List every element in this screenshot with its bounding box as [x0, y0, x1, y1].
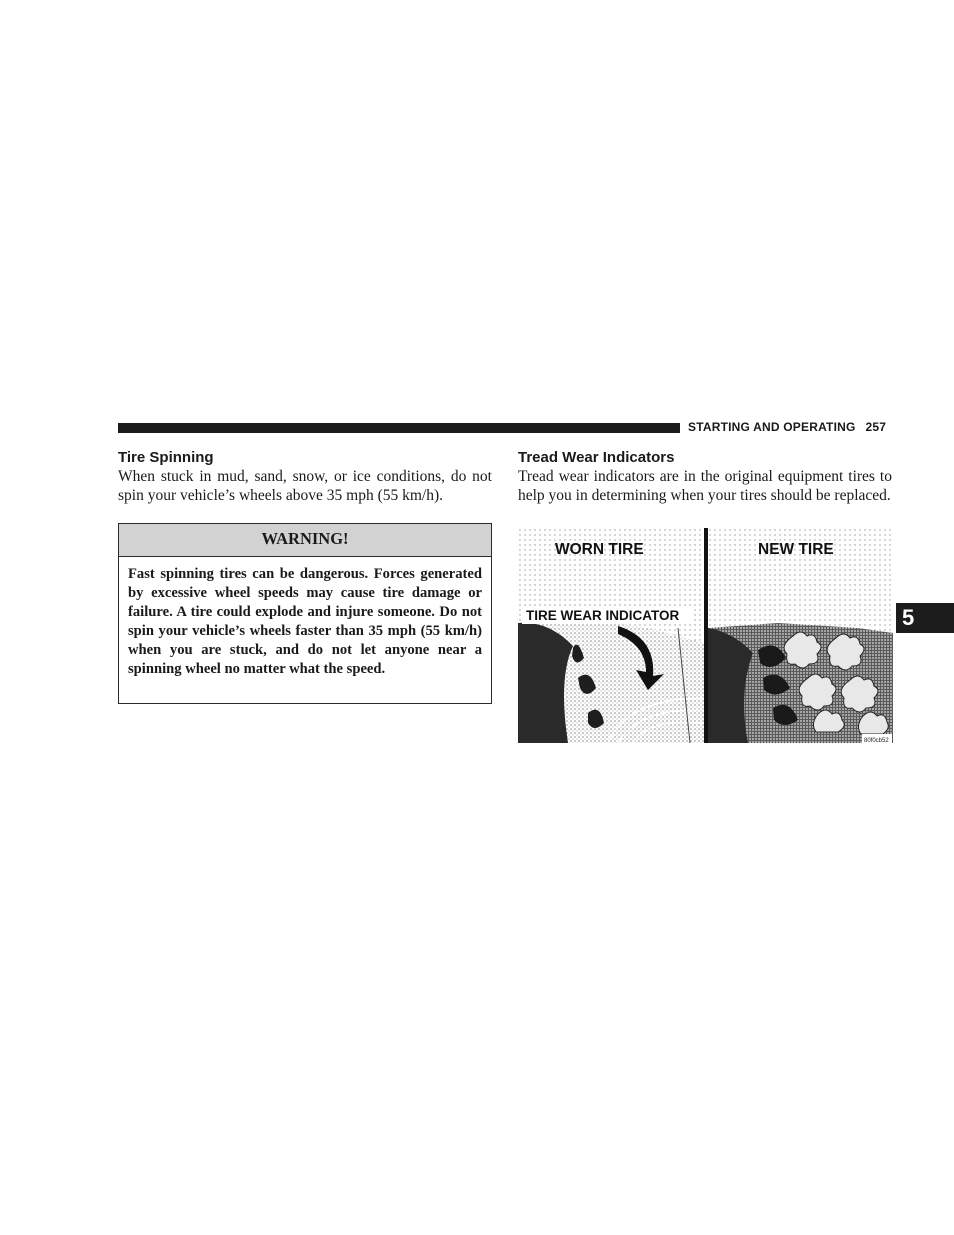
page-number: 257 — [865, 420, 887, 434]
tread-wear-illustration — [518, 528, 893, 743]
header-rule — [118, 423, 680, 433]
tire-spinning-heading: Tire Spinning — [118, 449, 214, 466]
warning-title: WARNING! — [119, 524, 491, 557]
figure-divider — [704, 528, 708, 743]
worn-tire-label: WORN TIRE — [555, 541, 644, 558]
warning-box — [118, 523, 492, 704]
chapter-tab: 5 — [896, 603, 954, 633]
tread-wear-paragraph: Tread wear indicators are in the original equipment tires to help you in determining when your tires should be replaced. — [518, 468, 892, 504]
tread-wear-heading: Tread Wear Indicators — [518, 449, 675, 466]
new-tire-label: NEW TIRE — [758, 541, 834, 558]
warning-body: Fast spinning tires can be dangerous. Forces generated by excessive wheel speeds may cause tire damage or failure. A tire could explode and injure someone. Do not spin your vehicle’s wheels faster than 35 mph (55 km/h) when you are stuck, and do not let anyone near a spinning wheel no matter what the speed. — [128, 566, 482, 677]
running-header — [688, 420, 886, 434]
tire-wear-indicator-label: TIRE WEAR INDICATOR — [526, 608, 680, 623]
figure-code: 80f0cb52 — [864, 738, 889, 743]
tire-spinning-paragraph: When stuck in mud, sand, snow, or ice conditions, do not spin your vehicle’s wheels above 35 mph (55 km/h). — [118, 468, 492, 504]
tread-wear-figure — [518, 528, 893, 743]
section-title: STARTING AND OPERATING — [688, 420, 856, 434]
